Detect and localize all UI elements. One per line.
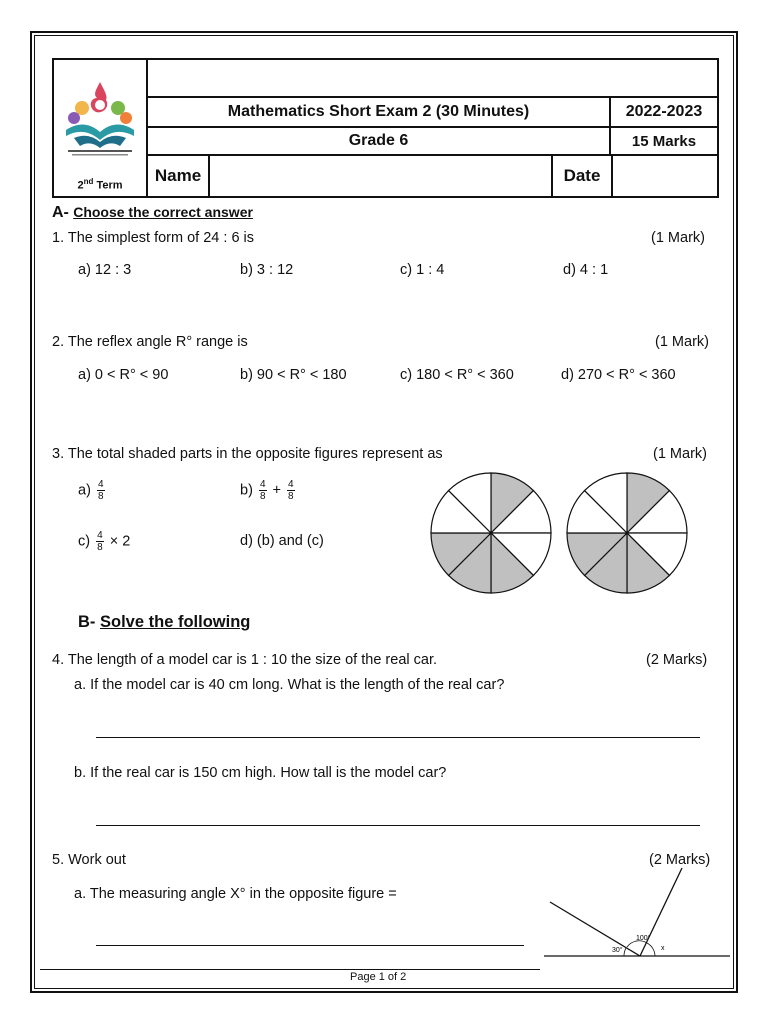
footer-rule	[40, 969, 540, 970]
q5-marks: (2 Marks)	[649, 852, 711, 868]
angle-x-label: x	[661, 945, 665, 952]
q4-text: 4. The length of a model car is 1 : 10 the size of the real car.	[52, 652, 438, 668]
fraction-circle-right	[567, 473, 687, 593]
q3-text: 3. The total shaded parts in the opposite figures represent as	[52, 446, 443, 462]
fraction-circle-left	[431, 473, 551, 593]
q3-option-d[interactable]: d) (b) and (c)	[240, 533, 324, 549]
q2-marks: (1 Mark)	[655, 334, 709, 350]
q2-option-a[interactable]: a) 0 < R° < 90	[78, 367, 169, 383]
exam-title: Mathematics Short Exam 2 (30 Minutes)	[147, 97, 610, 127]
section-b-heading: B- Solve the following	[78, 613, 251, 631]
date-label: Date	[553, 156, 613, 196]
school-logo-icon	[60, 78, 140, 168]
q3-option-b[interactable]: b) $\frac{4}{8}$ + $\frac{4}{8}$	[240, 479, 294, 502]
q5-text: 5. Work out	[52, 852, 126, 868]
q1-option-c[interactable]: c) 1 : 4	[400, 262, 445, 278]
exam-header-table	[52, 58, 719, 198]
q1-marks: (1 Mark)	[651, 230, 705, 246]
q4-part-b: b. If the real car is 150 cm high. How tall is the model car?	[74, 765, 447, 781]
q1-option-a[interactable]: a) 12 : 3	[78, 262, 132, 278]
section-a-heading: A- Choose the correct answer	[52, 204, 253, 221]
angle-100-label: 100°	[636, 935, 651, 942]
q2-option-c[interactable]: c) 180 < R° < 360	[400, 367, 514, 383]
q2-option-d[interactable]: d) 270 < R° < 360	[561, 367, 676, 383]
school-logo-cell	[53, 59, 147, 197]
q3-option-c[interactable]: c) $\frac{4}{8}$ × 2	[78, 530, 131, 553]
grade-label: Grade 6	[147, 127, 610, 155]
q3-option-a[interactable]: a) $\frac{4}{8}$	[78, 479, 104, 502]
q3-fraction-circles	[428, 468, 693, 598]
q3-marks: (1 Mark)	[653, 446, 707, 462]
term-label: 2nd Term	[77, 177, 123, 192]
page-number: Page 1 of 2	[350, 971, 407, 983]
angle-30-label: 30°	[612, 947, 623, 954]
academic-year: 2022-2023	[610, 97, 718, 127]
q4-marks: (2 Marks)	[646, 652, 708, 668]
q4-a-answer-line[interactable]	[96, 737, 700, 738]
q5-angle-figure	[540, 862, 734, 962]
q2-text: 2. The reflex angle R° range is	[52, 334, 248, 350]
q1-text: 1. The simplest form of 24 : 6 is	[52, 230, 255, 246]
q5-a-answer-line[interactable]	[96, 945, 524, 946]
name-field[interactable]	[210, 156, 553, 196]
q4-part-a: a. If the model car is 40 cm long. What is the length of the real car?	[74, 677, 505, 693]
date-field[interactable]	[613, 156, 717, 196]
name-label: Name	[148, 156, 210, 196]
q2-option-b[interactable]: b) 90 < R° < 180	[240, 367, 347, 383]
q4-b-answer-line[interactable]	[96, 825, 700, 826]
q1-option-b[interactable]: b) 3 : 12	[240, 262, 294, 278]
q5-part-a: a. The measuring angle X° in the opposite figure =	[74, 886, 397, 902]
header-blank-row	[147, 59, 718, 97]
q1-option-d[interactable]: d) 4 : 1	[563, 262, 609, 278]
total-marks: 15 Marks	[610, 127, 718, 155]
